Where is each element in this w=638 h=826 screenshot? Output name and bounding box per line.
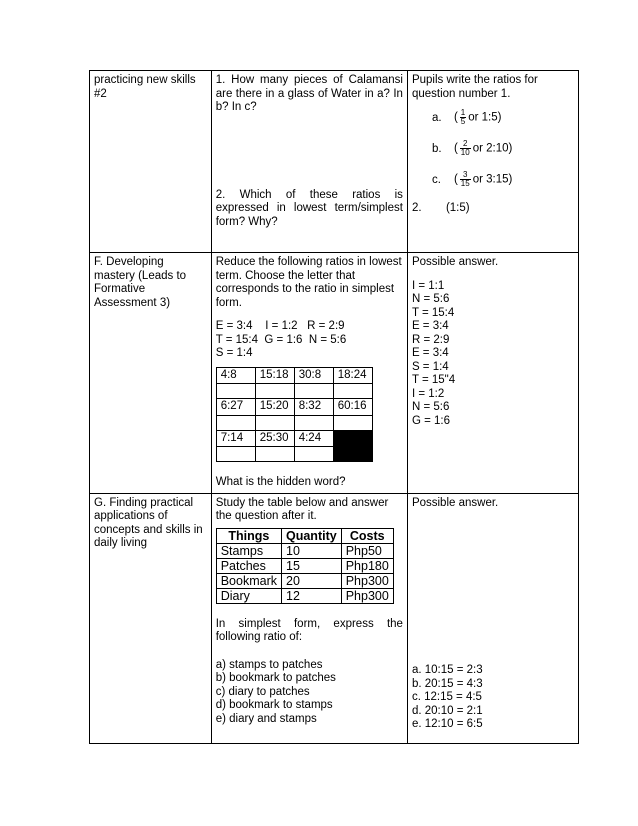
ratio-grid-cell (294, 415, 333, 430)
row2-answer-line: S = 1:4 (411, 360, 449, 373)
costs-cell: 20 (282, 573, 342, 588)
row3-question: In simplest form, express the following ratio of: (215, 617, 403, 643)
row1-label: practicing new skills #2 (94, 74, 196, 100)
fraction-numerator: 1 (460, 108, 466, 117)
row2-answer-intro: Possible answer. (411, 256, 499, 268)
row-practical-applications (90, 493, 579, 743)
row2-answer-line: T = 15:4 (411, 306, 455, 319)
costs-header-cell: Things (216, 528, 281, 543)
ratio-grid-row (216, 447, 372, 462)
ratio-grid-cell (294, 447, 333, 462)
row1-answer-cell (407, 71, 578, 253)
row1-label-cell (90, 71, 212, 253)
ratio-grid-cell: 15:20 (255, 399, 294, 416)
costs-cell: Php50 (341, 543, 393, 558)
ratio-grid-cell: 7:14 (216, 430, 255, 447)
costs-cell: Php300 (341, 588, 393, 603)
ratio-grid-cell: 8:32 (294, 399, 333, 416)
ratio-item: e) diary and stamps (215, 712, 317, 725)
ratio-grid-cell: 15:18 (255, 367, 294, 384)
ratio-grid-cell (333, 447, 372, 462)
fraction-answer-label: b. (431, 142, 442, 155)
ratio-grid-cell (333, 415, 372, 430)
row3-answer-list (412, 664, 574, 732)
fraction-denominator: 10 (460, 148, 470, 157)
row3-label: G. Finding practical applications of concepts and skills in daily living (94, 496, 203, 549)
row2-answer-list (412, 280, 574, 429)
fraction-answer-label: a. (431, 111, 442, 124)
row2-answer-line: N = 5:6 (411, 401, 450, 413)
ratio-grid-cell (216, 415, 255, 430)
row2-answer-cell (407, 253, 578, 494)
fraction (460, 109, 466, 126)
costs-header-cell: Costs (341, 528, 393, 543)
answer-2-label: 2. (411, 202, 422, 214)
row2-answer-line: E = 3:4 (411, 347, 449, 359)
ratio-grid-row (216, 415, 372, 430)
open-paren: ( (453, 142, 458, 155)
lesson-plan-page (89, 70, 579, 744)
fraction-answer (432, 140, 574, 157)
ratio-grid-cell (216, 384, 255, 399)
costs-cell: 10 (282, 543, 342, 558)
costs-cell: Bookmark (216, 573, 281, 588)
row2-answer-line: T = 15"4 (411, 374, 456, 386)
ratio-grid-cell: 30:8 (294, 367, 333, 384)
costs-cell: Patches (216, 558, 281, 573)
row2-answer-line: G = 1:6 (411, 414, 450, 427)
fraction-answers (412, 109, 574, 188)
row3-instructions: Study the table below and answer the question after it. (215, 496, 389, 522)
letter-key-line: S = 1:4 (215, 347, 253, 359)
ratio-grid-cell (255, 447, 294, 462)
ratio-grid-cell (333, 430, 372, 447)
answer-2 (412, 202, 574, 216)
row-practicing-skills (90, 71, 579, 253)
costs-table (216, 528, 394, 604)
fraction-tail: or 3:15) (472, 173, 513, 186)
costs-row (216, 573, 393, 588)
ratio-grid-row (216, 430, 372, 447)
letter-key (216, 320, 403, 361)
ratio-grid-cell (255, 384, 294, 399)
row3-answer-cell (407, 493, 578, 743)
fraction-answer (432, 171, 574, 188)
fraction-tail: or 1:5) (468, 111, 502, 124)
ratio-grid-row (216, 384, 372, 399)
row3-activity-cell (211, 493, 407, 743)
fraction-numerator: 3 (460, 171, 471, 180)
costs-cell: Stamps (216, 543, 281, 558)
open-paren: ( (453, 173, 458, 186)
ratio-grid-cell: 6:27 (216, 399, 255, 416)
costs-cell: Diary (216, 588, 281, 603)
row2-activity-cell (211, 253, 407, 494)
row3-answer-intro: Possible answer. (411, 496, 499, 509)
costs-header-row (216, 528, 393, 543)
row1-answer-intro: Pupils write the ratios for question number 1. (411, 74, 538, 100)
row2-instructions: Reduce the following ratios in lowest term. Choose the letter that corresponds to the ratio in simplest form. (215, 256, 402, 309)
fraction-answer (432, 109, 574, 126)
ratio-grid-row (216, 399, 372, 416)
answer-2-value: (1:5) (445, 202, 470, 214)
row2-answer-line: E = 3:4 (411, 320, 449, 332)
ratio-grid-cell: 60:16 (333, 399, 372, 416)
letter-key-line: T = 15:4 G = 1:6 N = 5:6 (215, 333, 347, 346)
question-1: 1. How many pieces of Calamansi are there in a glass of Water in a? In b? In c? (215, 74, 403, 113)
fraction (460, 140, 471, 157)
ratio-grid-cell (294, 384, 333, 399)
fraction-answer-label: c. (431, 173, 441, 186)
fraction (460, 171, 471, 188)
row-developing-mastery (90, 253, 579, 494)
costs-cell: 15 (282, 558, 342, 573)
ratio-item: d) bookmark to stamps (215, 699, 333, 711)
ratio-item: c) diary to patches (215, 685, 310, 698)
row1-activity-cell (211, 71, 407, 253)
costs-cell: Php180 (341, 558, 393, 573)
ratio-grid-row (216, 367, 372, 384)
lesson-plan-table (89, 70, 579, 744)
ratio-item: a) stamps to patches (215, 658, 323, 671)
ratio-grid-cell: 25:30 (255, 430, 294, 447)
row3-answer-line: d. 20:10 = 2:1 (411, 704, 483, 717)
fraction-tail: or 2:10) (472, 142, 513, 155)
costs-cell: Php300 (341, 573, 393, 588)
costs-row (216, 543, 393, 558)
ratio-grid-cell: 4:8 (216, 367, 255, 384)
row2-label: F. Developing mastery (Leads to Formative Assessment 3) (94, 256, 187, 309)
row2-answer-line: I = 1:1 (411, 279, 445, 292)
letter-key-line: E = 3:4 I = 1:2 R = 2:9 (215, 320, 345, 332)
row2-answer-line: N = 5:6 (411, 293, 450, 305)
costs-row (216, 588, 393, 603)
fraction-numerator: 2 (460, 140, 471, 149)
open-paren: ( (453, 111, 458, 124)
ratio-grid (216, 367, 373, 463)
fraction-denominator: 15 (460, 179, 470, 188)
costs-header-cell: Quantity (282, 528, 342, 543)
row2-answer-line: R = 2:9 (411, 333, 450, 346)
row2-answer-line: I = 1:2 (411, 387, 445, 400)
ratio-grid-cell: 18:24 (333, 367, 372, 384)
row3-answer-line: a. 10:15 = 2:3 (411, 664, 483, 676)
ratio-item: b) bookmark to patches (215, 672, 336, 684)
fraction-denominator: 5 (460, 117, 466, 126)
row3-answer-line: c. 12:15 = 4:5 (411, 691, 482, 703)
row3-answer-line: b. 20:15 = 4:3 (411, 677, 483, 690)
hidden-word-question: What is the hidden word? (215, 476, 346, 488)
row2-label-cell (90, 253, 212, 494)
costs-row (216, 558, 393, 573)
ratio-items (216, 659, 403, 727)
ratio-grid-cell: 4:24 (294, 430, 333, 447)
row3-answer-line: e. 12:10 = 6:5 (411, 718, 483, 730)
ratio-grid-cell (333, 384, 372, 399)
question-2: 2. Which of these ratios is expressed in lowest term/simplest form? Why? (215, 188, 403, 228)
ratio-grid-cell (216, 447, 255, 462)
costs-cell: 12 (282, 588, 342, 603)
row3-label-cell (90, 493, 212, 743)
ratio-grid-cell (255, 415, 294, 430)
